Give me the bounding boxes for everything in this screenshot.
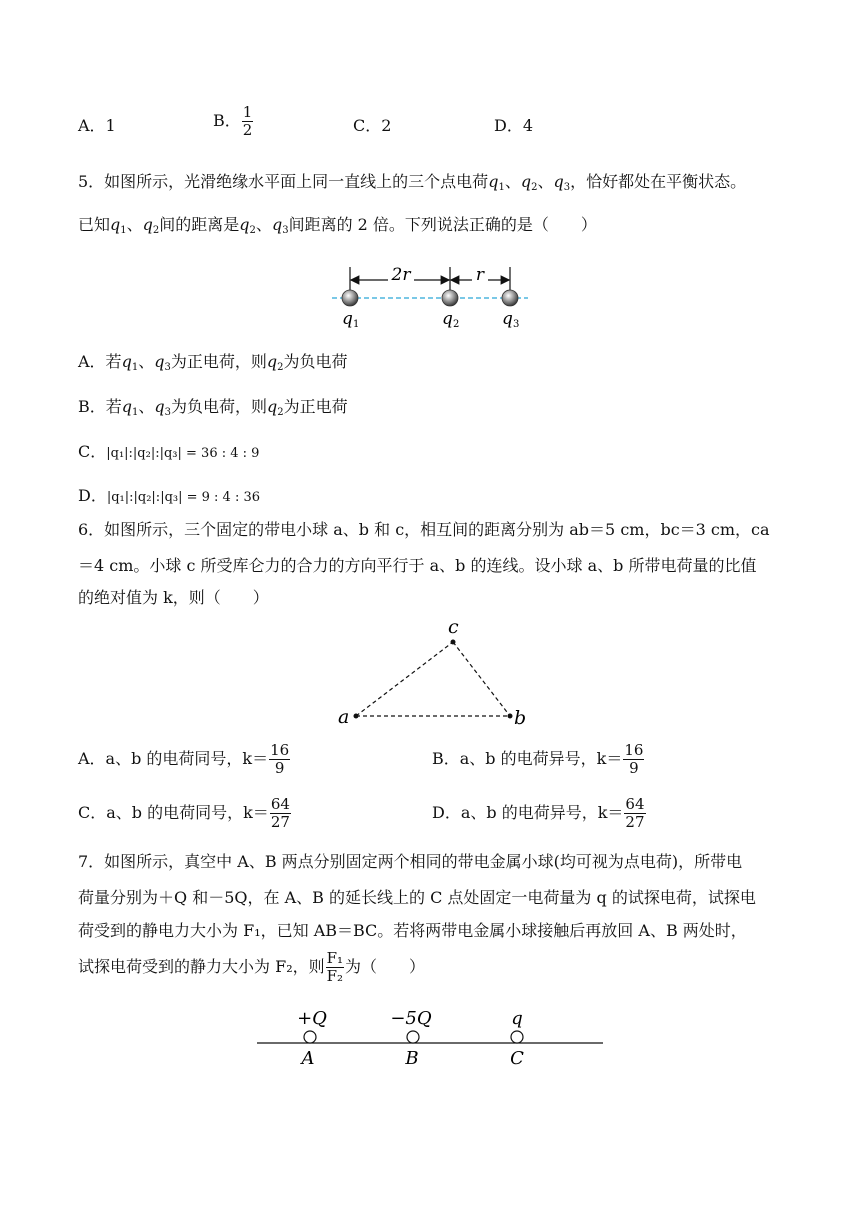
q6-stem-line2: ＝4 cm。小球 c 所受库仑力的合力的方向平行于 a、b 的连线。设小球 a、b 所带电荷量的比值 <box>78 556 757 575</box>
fraction-numerator: 16 <box>270 741 290 759</box>
q6-label-b: b <box>514 707 527 729</box>
q6-option-c <box>78 796 292 831</box>
q4-option-b-fraction <box>242 104 254 139</box>
option-text: C．a、b 的电荷同号，k＝ <box>78 803 269 822</box>
q6-point-a <box>354 714 359 719</box>
fraction-numerator: 16 <box>624 741 644 759</box>
q6-point-c <box>451 640 456 645</box>
q5-label-r: r <box>475 265 485 285</box>
q7-text: 为（ ） <box>345 957 426 976</box>
q6-label-a: a <box>338 706 350 728</box>
option-text: 为负电荷 <box>283 352 348 371</box>
option-text: 为正电荷 <box>283 397 348 416</box>
q7-charge-c <box>511 1031 523 1043</box>
q4-option-b <box>213 104 254 139</box>
fraction-denominator: 27 <box>625 813 645 831</box>
q5-label-q3: q <box>502 309 513 329</box>
option-text: 为负电荷，则 <box>171 397 268 416</box>
q7-stem-line4 <box>78 950 425 985</box>
q5-charge-q3 <box>502 290 518 306</box>
q5-label-q1-sub: 1 <box>353 319 360 330</box>
separator: 、 <box>126 215 143 234</box>
q5-ratio-d: |q₁|:|q₂|:|q₃| = 9 : 4 : 36 <box>106 490 261 505</box>
option-text: A．a、b 的电荷同号，k＝ <box>78 749 269 768</box>
option-text: D．a、b 的电荷异号，k＝ <box>432 803 624 822</box>
q6-option-a-fraction <box>269 742 290 777</box>
q5-text: 5．如图所示，光滑绝缘水平面上同一直线上的三个点电荷 <box>78 172 489 191</box>
q7-stem-line1: 7．如图所示，真空中 A、B 两点分别固定两个相同的带电金属小球(均可视为点电荷)，所带电 <box>78 852 743 871</box>
q6-option-d <box>432 796 647 831</box>
q5-figure <box>320 255 540 335</box>
fraction-numerator: 64 <box>625 795 645 813</box>
fraction-denominator: 2 <box>242 121 253 139</box>
q5-text: 间的距离是 <box>159 215 240 234</box>
q6-line-cb <box>453 642 510 716</box>
q6-option-d-fraction <box>624 796 645 831</box>
option-text: A．若 <box>78 352 122 371</box>
q5-option-a: A．若$q_1$、$q_3$为正电荷，则$q_2$为负电荷 <box>78 352 348 373</box>
q7-fraction <box>326 950 344 985</box>
q5-label-q3-sub: 3 <box>513 319 520 330</box>
q5-text-after: ，恰好都处在平衡状态。 <box>570 172 747 191</box>
q5-stem-line1: 5．如图所示，光滑绝缘水平面上同一直线上的三个点电荷$q_1$、$q_2$、$q_3$，恰好都处在平衡状态。 <box>78 172 747 193</box>
fraction-denominator: 27 <box>270 813 290 831</box>
q6-stem-line3: 的绝对值为 k，则（ ） <box>78 588 269 607</box>
fraction-numerator: F₁ <box>326 949 344 967</box>
q5-stem-line2: 已知$q_1$、$q_2$间的距离是$q_2$、$q_3$间距离的 2 倍。下列说法正确的是（ ） <box>78 215 597 236</box>
q7-text: 试探电荷受到的静力大小为 F₂，则 <box>78 957 325 976</box>
q7-label-A: A <box>301 1048 315 1069</box>
q4-option-d: D．4 <box>494 116 534 135</box>
q5-ratio-c: |q₁|:|q₂|:|q₃| = 36 : 4 : 9 <box>106 446 260 461</box>
q7-figure <box>255 1003 605 1073</box>
q6-stem-line1: 6．如图所示，三个固定的带电小球 a、b 和 c，相互间的距离分别为 ab＝5 cm，bc＝3 cm，ca <box>78 520 770 539</box>
q4-option-c: C．2 <box>353 116 392 135</box>
q4-option-b-prefix: B． <box>213 111 241 130</box>
fraction-denominator: 9 <box>629 759 639 777</box>
q4-option-a: A．1 <box>78 116 116 135</box>
fraction-numerator: 1 <box>242 103 253 121</box>
q7-stem-line3: 荷受到的静电力大小为 F₁，已知 AB＝BC。若将两带电金属小球接触后再放回 A、B 两处时， <box>78 921 747 940</box>
separator: 、 <box>537 172 554 191</box>
separator: 、 <box>138 397 155 416</box>
fraction-denominator: 9 <box>274 759 285 777</box>
fraction-denominator: F₂ <box>326 967 344 985</box>
q7-ball-a <box>304 1031 316 1043</box>
q6-line-ac <box>356 642 453 716</box>
separator: 、 <box>138 352 155 371</box>
q5-charge-q2 <box>442 290 458 306</box>
q5-label-q1: q <box>342 309 353 329</box>
q6-option-b <box>432 742 645 777</box>
option-text: B．a、b 的电荷异号，k＝ <box>432 749 623 768</box>
option-text: 为正电荷，则 <box>170 352 267 371</box>
q5-charge-q1 <box>342 290 358 306</box>
fraction-numerator: 64 <box>270 795 290 813</box>
q6-option-a <box>78 742 291 777</box>
q7-label-q: q <box>511 1008 523 1029</box>
q5-label-q2-sub: 2 <box>453 319 460 330</box>
q5-label-q2: q <box>442 309 453 329</box>
q7-ball-b <box>407 1031 419 1043</box>
q6-option-c-fraction <box>270 796 291 831</box>
separator: 、 <box>255 215 272 234</box>
q7-stem-line2: 荷量分别为＋Q 和－5Q，在 A、B 的延长线上的 C 点处固定一电荷量为 q 的试探电荷，试探电 <box>78 888 756 907</box>
separator: 、 <box>504 172 521 191</box>
option-text: B．若 <box>78 397 122 416</box>
q6-option-b-fraction <box>623 742 644 777</box>
q7-label-B: B <box>405 1048 419 1069</box>
option-text: C． <box>78 442 107 461</box>
q6-figure <box>330 615 540 730</box>
option-text: D． <box>78 486 107 505</box>
q5-label-2r: 2r <box>391 265 411 285</box>
q5-text: 已知 <box>78 215 111 234</box>
q7-label-minus5Q: −5Q <box>390 1008 432 1029</box>
q6-label-c: c <box>448 616 459 638</box>
q5-text: 间距离的 2 倍。下列说法正确的是（ ） <box>288 215 597 234</box>
q5-option-d <box>78 486 260 508</box>
q6-point-b <box>508 714 513 719</box>
q5-option-c <box>78 442 259 464</box>
q7-label-plusQ: +Q <box>297 1008 327 1029</box>
q5-option-b: B．若$q_1$、$q_3$为负电荷，则$q_2$为正电荷 <box>78 397 348 418</box>
q7-label-C: C <box>510 1048 524 1069</box>
